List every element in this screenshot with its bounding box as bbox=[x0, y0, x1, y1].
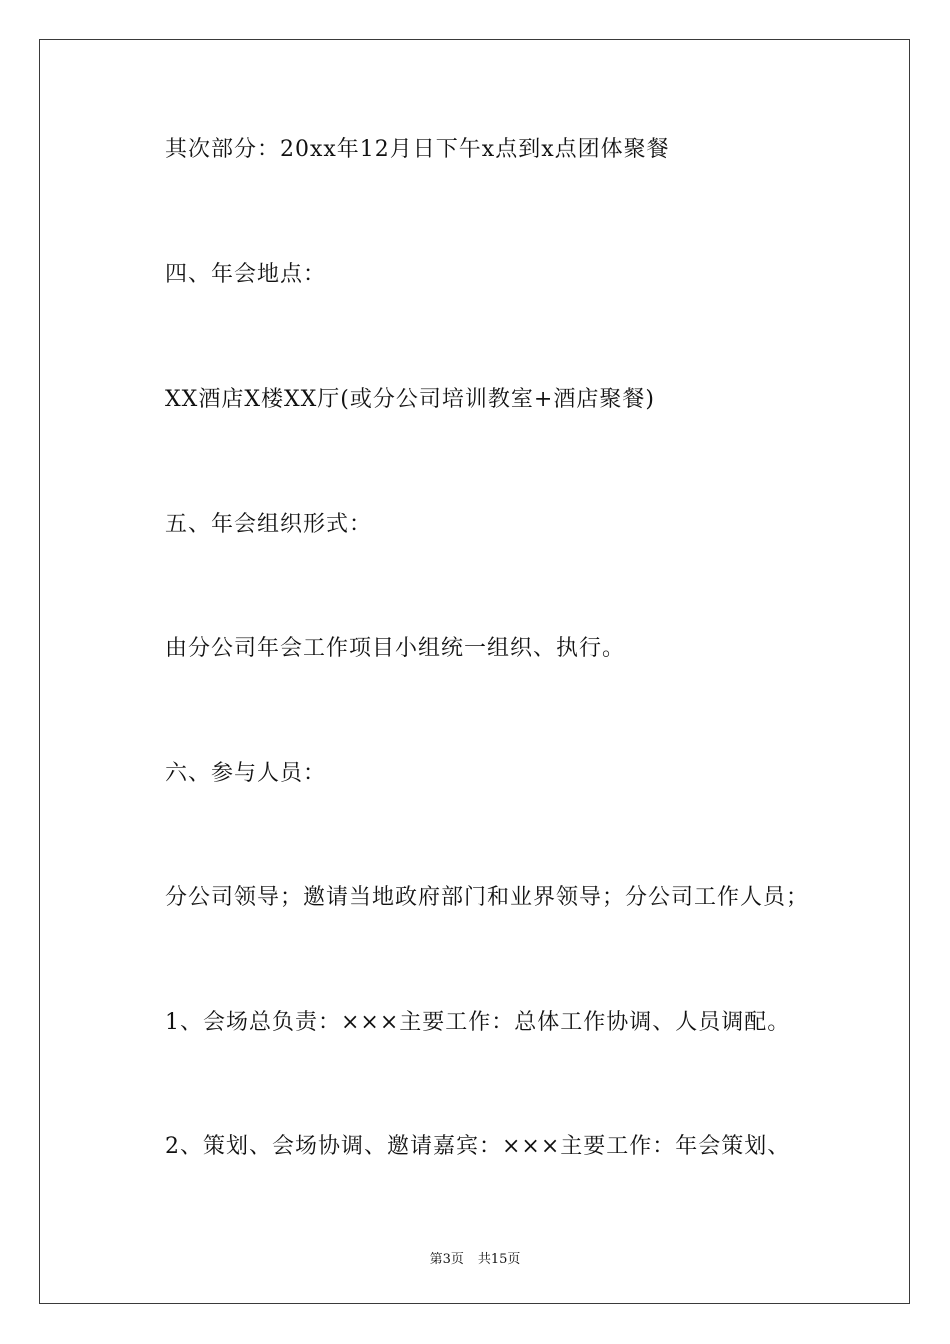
paragraph-time-part-two: 其次部分：20xx年12月日下午x点到x点团体聚餐 bbox=[165, 137, 670, 162]
heading-organization-form: 五、年会组织形式： bbox=[165, 512, 373, 537]
paragraph-organization: 由分公司年会工作项目小组统一组织、执行。 bbox=[165, 636, 626, 661]
paragraph-planning-lead: 2、策划、会场协调、邀请嘉宾：×××主要工作：年会策划、 bbox=[165, 1134, 791, 1159]
page-number: 第3页 bbox=[429, 1252, 464, 1267]
paragraph-venue-lead: 1、会场总负责：×××主要工作：总体工作协调、人员调配。 bbox=[165, 1010, 791, 1035]
page-frame bbox=[39, 39, 910, 1304]
paragraph-venue: XX酒店X楼XX厅(或分公司培训教室+酒店聚餐) bbox=[165, 387, 655, 412]
page-footer bbox=[0, 1248, 950, 1267]
heading-venue: 四、年会地点： bbox=[165, 262, 327, 287]
page-total: 共15页 bbox=[477, 1252, 521, 1267]
heading-participants: 六、参与人员： bbox=[165, 761, 327, 786]
paragraph-participants: 分公司领导；邀请当地政府部门和业界领导；分公司工作人员； bbox=[165, 885, 810, 910]
